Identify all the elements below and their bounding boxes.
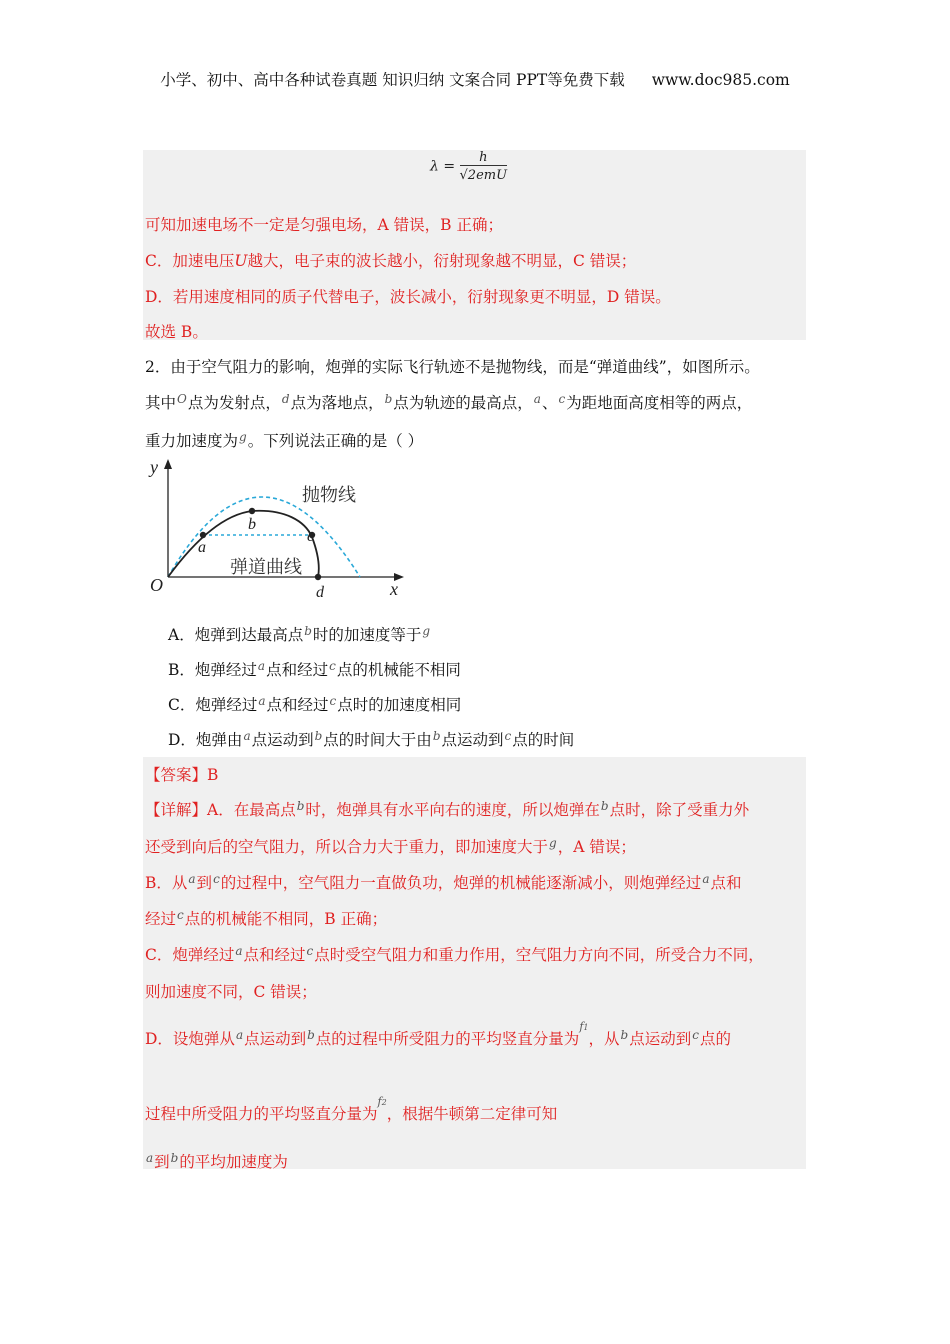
ballistic-label: 弹道曲线 bbox=[230, 557, 302, 578]
detail-line-7: D．设炮弹从$^a$点运动到$^b$点的过程中所受阻力的平均竖直分量为$^{f1}$，从$^b$点运动到$^c$点的 bbox=[145, 1020, 731, 1048]
detail-line-2: 还受到向后的空气阻力，所以合力大于重力，即加速度大于$^g$，A 错误； bbox=[145, 836, 636, 856]
point-d bbox=[315, 574, 321, 580]
question-line-2: 其中$^O$点为发射点，$^d$点为落地点，$^b$点为轨迹的最高点，$^a$、$^c$为距地面高度相等的两点， bbox=[145, 392, 753, 412]
prev-answer-line-3: D．若用速度相同的质子代替电子，波长减小，衍射现象更不明显，D 错误。 bbox=[145, 288, 671, 306]
var-a: a bbox=[533, 392, 541, 406]
detail-line-1: 【详解】A．在最高点$^b$时，炮弹具有水平向右的速度，所以炮弹在$^b$点时，除了受重力外 bbox=[145, 799, 750, 819]
detail-line-4: 经过$^c$点的机械能不相同，B 正确； bbox=[145, 908, 388, 928]
detail-line-9: $^a$到$^b$的平均加速度为 bbox=[146, 1151, 288, 1171]
prev-answer-line-1: 可知加速电场不一定是匀强电场，A 错误，B 正确； bbox=[145, 216, 503, 234]
question-line-1: 2．由于空气阻力的影响，炮弹的实际飞行轨迹不是抛物线，而是“弹道曲线”，如图所示。 bbox=[145, 358, 760, 376]
point-b bbox=[249, 508, 255, 514]
y-axis-arrow bbox=[164, 459, 172, 469]
point-a bbox=[200, 532, 206, 538]
detail-line-8: 过程中所受阻力的平均竖直分量为$^{f2}$，根据牛顿第二定律可知 bbox=[145, 1095, 558, 1123]
label-b: b bbox=[248, 516, 256, 533]
formula-fraction bbox=[460, 150, 508, 183]
option-a[interactable]: A．炮弹到达最高点$^b$时的加速度等于$^g$ bbox=[168, 624, 431, 644]
detail-line-3: B．从$^a$到$^c$的过程中，空气阻力一直做负功，炮弹的机械能逐渐减小，则炮弹经过$^a$点和 bbox=[145, 872, 742, 892]
formula-denominator: √2emU bbox=[459, 168, 508, 183]
wavelength-formula bbox=[430, 150, 507, 183]
prev-answer-line-2: C．加速电压U越大，电子束的波长越小，衍射现象越不明显，C 错误； bbox=[145, 252, 637, 270]
label-c: c bbox=[307, 528, 315, 545]
question-line-3: 重力加速度为$^g$。下列说法正确的是（ ） bbox=[145, 430, 424, 450]
answer-key: 【答案】B bbox=[145, 766, 219, 784]
var-b: b bbox=[384, 392, 393, 406]
var-g: g bbox=[239, 430, 247, 444]
formula-lhs: λ = bbox=[430, 158, 456, 175]
label-a: a bbox=[198, 539, 206, 556]
var-f1: f1 bbox=[579, 1020, 589, 1033]
y-label: y bbox=[150, 457, 158, 477]
x-label: x bbox=[390, 579, 398, 599]
parabola-label: 抛物线 bbox=[302, 485, 356, 506]
header-text: 小学、初中、高中各种试卷真题 知识归纳 文案合同 PPT等免费下载 bbox=[160, 71, 625, 89]
formula-numerator: h bbox=[460, 150, 508, 166]
detail-line-6: 则加速度不同，C 错误； bbox=[145, 983, 317, 1001]
origin-label: O bbox=[150, 575, 163, 595]
prev-answer-line-4: 故选 B。 bbox=[145, 323, 208, 341]
var-c: c bbox=[558, 392, 566, 406]
label-d: d bbox=[316, 584, 324, 601]
option-c[interactable]: C．炮弹经过$^a$点和经过$^c$点时的加速度相同 bbox=[168, 694, 462, 714]
page-header bbox=[0, 68, 950, 90]
option-d[interactable]: D．炮弹由$^a$点运动到$^b$点的时间大于由$^b$点运动到$^c$点的时间 bbox=[168, 729, 575, 749]
option-b[interactable]: B．炮弹经过$^a$点和经过$^c$点的机械能不相同 bbox=[168, 659, 461, 679]
var-d: d bbox=[281, 392, 290, 406]
var-f2: f2 bbox=[377, 1095, 387, 1108]
var-U: U bbox=[234, 252, 248, 270]
var-O: O bbox=[177, 392, 187, 406]
header-url[interactable]: www.doc985.com bbox=[651, 71, 790, 89]
detail-line-5: C．炮弹经过$^a$点和经过$^c$点时受空气阻力和重力作用，空气阻力方向不同，所受合力不同， bbox=[145, 944, 764, 964]
trajectory-figure bbox=[140, 455, 420, 605]
